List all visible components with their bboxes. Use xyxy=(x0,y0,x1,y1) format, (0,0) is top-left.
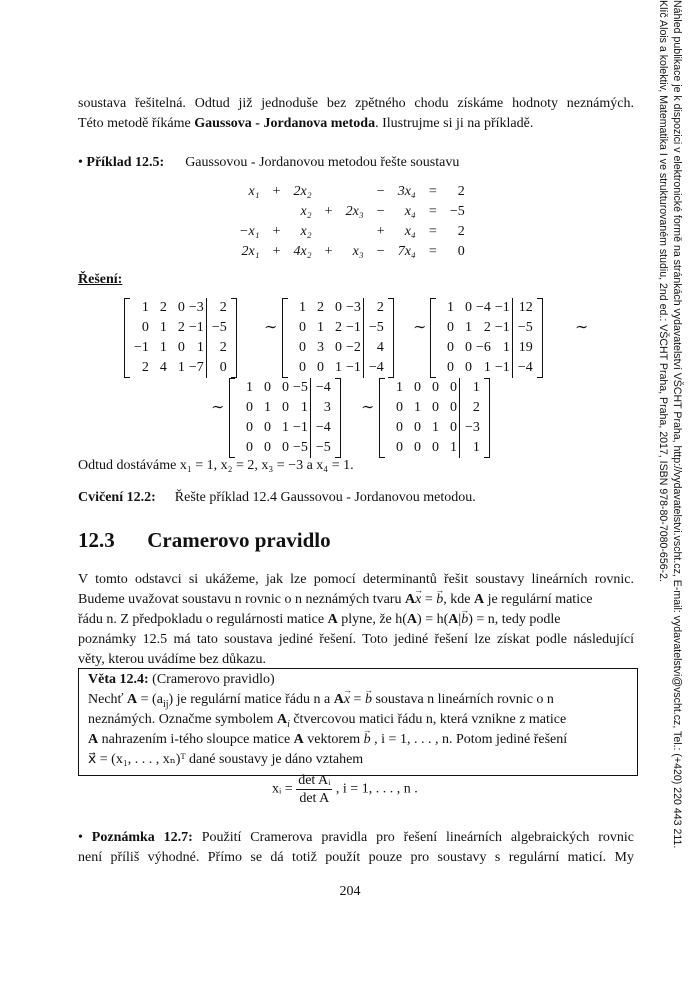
matrix-row xyxy=(387,438,482,458)
matrix-cell: 2 xyxy=(363,298,385,318)
matrix-row xyxy=(290,318,386,338)
system-cell: 7x₄ xyxy=(397,244,416,259)
matrix-cell: 2 xyxy=(317,300,324,315)
matrix-cell: −6 xyxy=(476,340,491,355)
body-text: Budeme uvažovat soustavu n rovnic o n neznámých tvaru xyxy=(78,592,405,607)
matrix-cell: 1 xyxy=(396,380,403,395)
system-cell: + xyxy=(272,224,281,239)
matrix-cell: 1 xyxy=(159,320,167,335)
matrix-cell: 2 xyxy=(460,398,482,418)
matrix-row xyxy=(387,418,482,438)
matrix-cell: −4 xyxy=(363,358,385,378)
linear-system xyxy=(236,182,468,262)
system-cell: 0 xyxy=(457,244,465,259)
system-cell xyxy=(343,222,367,242)
system-cell xyxy=(236,202,263,222)
matrix-cell: 0 xyxy=(432,380,439,395)
matrix-cell: 0 xyxy=(299,320,306,335)
matrix-1 xyxy=(132,298,229,385)
matrix-cell: 1 xyxy=(317,320,324,335)
publisher-sidebar xyxy=(656,0,684,848)
bracket-right xyxy=(537,298,543,378)
theorem-title xyxy=(88,670,628,690)
matrix-cell: −3 xyxy=(346,300,361,315)
cramer-formula xyxy=(272,772,418,807)
matrix-row xyxy=(237,418,333,438)
matrix-cell: 0 xyxy=(317,360,324,375)
bullet: • xyxy=(78,155,83,170)
system-cell: = xyxy=(428,224,437,239)
bracket-right xyxy=(231,298,237,378)
system-cell: 2x₃ xyxy=(345,204,364,219)
matrix-cell: 1 xyxy=(465,320,472,335)
matrix-cell: 0 xyxy=(264,380,271,395)
matrix-cell: 0 xyxy=(246,400,253,415)
exercise-text: Řešte příklad 12.4 Gaussovou - Jordanovou metodou. xyxy=(174,490,476,505)
matrix-row xyxy=(132,338,229,358)
matrix-cell: 0 xyxy=(282,380,289,395)
matrix-cell: 0 xyxy=(282,400,289,415)
matrix-cell: 1 xyxy=(483,360,491,375)
body-text: plyne, že h( xyxy=(337,612,407,627)
theorem-text: Nechť xyxy=(88,692,128,707)
matrix-cell: 0 xyxy=(414,420,421,435)
matrix-cell: 0 xyxy=(465,300,472,315)
equivalence-tilde: ∼ xyxy=(413,319,427,336)
matrix-cell: 1 xyxy=(460,378,482,398)
formula-numerator: det Aᵢ xyxy=(298,773,331,788)
theorem-text: neznámých. Označme symbolem xyxy=(88,712,277,727)
section-number: 12.3 xyxy=(78,528,115,552)
method-name: Gaussova - Jordanova metoda xyxy=(194,116,376,131)
system-row xyxy=(236,182,468,202)
intro-text: Této metodě říkáme xyxy=(78,116,195,131)
system-row xyxy=(236,202,468,222)
remark-text: Použití Cramerova pravidla pro řešení lineárních algebraických rovnic xyxy=(201,830,634,845)
matrix-cell: 0 xyxy=(299,360,306,375)
body-text: ) = n, tedy podle xyxy=(468,612,561,627)
matrix-3 xyxy=(438,298,535,385)
matrix-row xyxy=(387,378,482,398)
theorem-text: nahrazením i-tého sloupce matice xyxy=(98,732,294,747)
bracket-right xyxy=(335,378,341,458)
intro-line-2 xyxy=(78,114,634,134)
body-line-2: Budeme uvažovat soustavu n rovnic o n neznámých tvaru A→ x = → b, kde A je regulární matice xyxy=(78,590,634,610)
matrix-cell: 0 xyxy=(264,420,271,435)
system-cell: 3x₄ xyxy=(397,184,416,199)
theorem-line-1: Nechť $A = (a_{ij})$ je regulární matice řádu n a A→ x = → b soustava n lineárních rovnic o n xyxy=(88,690,628,715)
system-cell: + xyxy=(272,184,281,199)
theorem-line-3: A nahrazením i-tého sloupce matice A vektorem → b , i = 1, . . . , n. Potom jediné řešení xyxy=(88,730,628,750)
augmented-matrix xyxy=(132,298,229,378)
intro-line-1: soustava řešitelná. Odtud již jednoduše bez zpětného chodu získáme hodnoty neznámých. xyxy=(78,96,634,111)
matrix-cell: −1 xyxy=(346,320,361,335)
matrix-cell: 4 xyxy=(159,360,167,375)
matrix-cell: 1 xyxy=(196,340,204,355)
matrix-row xyxy=(438,358,535,378)
matrix-cell: 0 xyxy=(447,340,454,355)
matrix-row xyxy=(438,318,535,338)
exercise xyxy=(78,488,634,508)
augmented-matrix xyxy=(290,298,386,378)
system-cell: x₂ xyxy=(300,224,312,239)
matrix-cell: 0 xyxy=(141,320,149,335)
matrix-cell: 1 xyxy=(335,360,342,375)
system-cell: −5 xyxy=(449,204,465,219)
matrix-cell: 1 xyxy=(299,300,306,315)
system-cell: 2 xyxy=(457,224,465,239)
body-text: je regulární matice xyxy=(484,592,593,607)
example-header xyxy=(78,153,634,173)
theorem-label: Věta 12.4: xyxy=(88,672,149,687)
matrix-cell: 1 xyxy=(502,340,510,355)
equivalence-tilde: ∼ xyxy=(575,319,589,336)
section-heading xyxy=(78,530,331,550)
formula-lhs: xᵢ = xyxy=(272,781,297,797)
bracket-left xyxy=(430,298,436,378)
system-cell: x₃ xyxy=(352,244,364,259)
matrix-cell: 0 xyxy=(246,440,253,455)
solution-label xyxy=(78,270,634,290)
matrix-cell: 2 xyxy=(159,300,167,315)
system-cell xyxy=(315,222,343,242)
theorem-line-2: neznámých. Označme symbolem $A_i$ čtvercovou matici řádu n, která vznikne z matice xyxy=(88,712,567,730)
system-cell: + xyxy=(324,204,333,219)
body-line-5: věty, kterou uvádíme bez důkazu. xyxy=(78,652,267,667)
theorem-text: čtvercovou matici řádu n, která vznikne z matice xyxy=(289,712,567,727)
matrix-cell: 1 xyxy=(246,380,253,395)
equivalence-tilde: ∼ xyxy=(211,399,225,416)
matrix-cell: −1 xyxy=(293,420,308,435)
matrix-cell: 1 xyxy=(432,420,439,435)
matrix-cell: −4 xyxy=(512,358,534,378)
augmented-matrix xyxy=(237,378,333,458)
system-cell: = xyxy=(428,244,437,259)
matrix-cell: 0 xyxy=(396,440,403,455)
matrix-cell: 1 xyxy=(450,440,457,455)
theorem-text: ) je regulární matice řádu n a xyxy=(168,692,334,707)
matrix-2 xyxy=(290,298,386,385)
matrix-cell: 3 xyxy=(317,340,324,355)
matrix-cell: 0 xyxy=(335,300,342,315)
matrix-cell: −5 xyxy=(293,380,308,395)
matrix-cell: 0 xyxy=(465,360,472,375)
example-label: Příklad 12.5: xyxy=(86,155,165,170)
matrix-cell: 0 xyxy=(177,340,185,355)
theorem-name: (Cramerovo pravidlo) xyxy=(152,672,275,687)
bullet: • xyxy=(78,830,83,845)
page-number: 204 xyxy=(339,884,361,899)
matrix-cell: 1 xyxy=(141,300,149,315)
matrix-cell: 0 xyxy=(206,358,228,378)
matrix-cell: −1 xyxy=(494,320,510,335)
theorem-text: = (a xyxy=(137,692,163,707)
matrix-cell: 0 xyxy=(335,340,342,355)
system-cell: 2 xyxy=(457,184,465,199)
matrix-cell: 0 xyxy=(432,440,439,455)
matrix-cell: 0 xyxy=(414,440,421,455)
system-cell: − xyxy=(376,184,385,199)
matrix-cell: −3 xyxy=(460,418,482,438)
augmented-matrix xyxy=(438,298,535,378)
matrix-cell: −4 xyxy=(476,300,491,315)
matrix-cell: −5 xyxy=(206,318,228,338)
theorem-text: vektorem xyxy=(303,732,364,747)
matrix-row xyxy=(387,398,482,418)
example-text: Gaussovou - Jordanovou metodou řešte soustavu xyxy=(185,155,460,170)
remark-line-2: není příliš výhodné. Přímo se dá totiž použít pouze pro soustavy s regulární maticí. My xyxy=(78,850,634,865)
system-cell: −x₁ xyxy=(239,224,260,239)
system-cell: 2x₁ xyxy=(241,244,260,259)
matrix-row xyxy=(290,358,386,378)
system-cell: x₄ xyxy=(404,204,416,219)
matrix-cell: 3 xyxy=(310,398,332,418)
matrix-row xyxy=(237,378,333,398)
matrix-cell: 0 xyxy=(450,420,457,435)
theorem-text: , i = 1, . . . , n. Potom jediné řešení xyxy=(370,732,568,747)
matrix-row xyxy=(237,398,333,418)
system-cell xyxy=(315,182,343,202)
matrix-cell: 12 xyxy=(512,298,534,318)
augmented-matrix xyxy=(387,378,482,458)
matrix-cell: −1 xyxy=(346,360,361,375)
system-cell: 2x₂ xyxy=(293,184,312,199)
remark-line-1 xyxy=(78,828,634,848)
intro-text-end: . Ilustrujme si ji na příkladě. xyxy=(375,116,534,131)
matrix-cell: −5 xyxy=(512,318,534,338)
matrix-cell: −1 xyxy=(188,320,204,335)
bracket-left xyxy=(282,298,288,378)
matrix-row xyxy=(438,298,535,318)
matrix-row xyxy=(290,338,386,358)
matrix-row xyxy=(132,358,229,378)
matrix-cell: −5 xyxy=(310,438,332,458)
system-cell xyxy=(263,202,291,222)
matrix-cell: 0 xyxy=(264,440,271,455)
sidebar-line-1: Náhled publikace je k dispozici v elektronické formě na stránkách vydavatelství VŠCHT Praha, http://vydavatelstvi.vscht.cz, E-mail: vydavatelstvi@vscht.cz, Tel.: (+420) 220 443 211. xyxy=(671,0,683,849)
matrix-cell: −2 xyxy=(346,340,361,355)
bracket-right xyxy=(484,378,490,458)
result-line: Odtud dostáváme x₁ = 1, x₂ = 2, x₃ = −3 a x₄ = 1. xyxy=(78,458,354,473)
section-title: Cramerovo pravidlo xyxy=(147,528,331,552)
matrix-cell: 2 xyxy=(206,338,228,358)
bracket-left xyxy=(229,378,235,458)
matrix-cell: 2 xyxy=(177,320,185,335)
system-cell: x₂ xyxy=(300,204,312,219)
bracket-left xyxy=(379,378,385,458)
matrix-cell: 2 xyxy=(141,360,149,375)
matrix-cell: 0 xyxy=(396,420,403,435)
formula-rhs: , i = 1, . . . , n . xyxy=(335,781,418,797)
matrix-cell: −1 xyxy=(494,300,510,315)
bracket-left xyxy=(124,298,130,378)
system-cell: + xyxy=(376,224,385,239)
system-cell: − xyxy=(376,204,385,219)
sidebar-line-2: Klíč Alois a kolektiv, Matematika I ve strukturovaném studiu, 2nd ed.: VŠCHT Praha, Praha, 2017, ISBN 978-80-7080-656-2. xyxy=(657,0,669,582)
matrix-cell: 1 xyxy=(414,400,421,415)
exercise-label: Cvičení 12.2: xyxy=(78,490,156,505)
solution-heading: Řešení: xyxy=(78,272,123,287)
matrix-row xyxy=(438,338,535,358)
matrix-cell: 0 xyxy=(396,400,403,415)
matrix-cell: 1 xyxy=(300,400,308,415)
system-cell: + xyxy=(272,244,281,259)
matrix-row xyxy=(132,298,229,318)
matrix-cell: 0 xyxy=(447,320,454,335)
system-row xyxy=(236,222,468,242)
formula-denominator: det A xyxy=(299,791,330,806)
bracket-right xyxy=(388,298,394,378)
theorem-line-4: x⃗ = (x₁, . . . , xₙ)ᵀ dané soustavy je dáno vztahem xyxy=(88,752,364,767)
matrix-cell: 0 xyxy=(282,440,289,455)
matrix-cell: −5 xyxy=(363,318,385,338)
matrix-cell: 0 xyxy=(447,360,454,375)
matrix-cell: −3 xyxy=(188,300,204,315)
system-cell: = xyxy=(428,204,437,219)
system-row xyxy=(236,242,468,262)
matrix-cell: 0 xyxy=(432,400,439,415)
matrix-cell: 0 xyxy=(465,340,472,355)
system-cell xyxy=(343,182,367,202)
equivalence-tilde: ∼ xyxy=(264,319,278,336)
system-cell: + xyxy=(324,244,333,259)
matrix-cell: 0 xyxy=(299,340,306,355)
matrix-cell: 0 xyxy=(450,400,457,415)
system-cell: x₁ xyxy=(248,184,260,199)
body-line-4: poznámky 12.5 má tato soustava jediné řešení. Toto jediné řešení lze získat podle následující xyxy=(78,632,634,647)
body-line-3: řádu n. Z předpokladu o regulárnosti matice A plyne, že h(A) = h(A|→ b) = n, tedy podle xyxy=(78,610,634,630)
matrix-cell: 4 xyxy=(363,338,385,358)
system-cell: = xyxy=(428,184,437,199)
body-text: řádu n. Z předpokladu o regulárnosti matice xyxy=(78,612,328,627)
matrix-cell: 0 xyxy=(414,380,421,395)
matrix-cell: −4 xyxy=(310,418,332,438)
matrix-cell: −7 xyxy=(188,360,204,375)
matrix-cell: 19 xyxy=(512,338,534,358)
body-text: ) = h( xyxy=(417,612,449,627)
body-text: , kde xyxy=(443,592,474,607)
matrix-cell: 0 xyxy=(177,300,185,315)
matrix-cell: −1 xyxy=(134,340,149,355)
equivalence-tilde: ∼ xyxy=(361,399,375,416)
matrix-row xyxy=(290,298,386,318)
matrix-5 xyxy=(387,378,482,465)
matrix-cell: −5 xyxy=(293,440,308,455)
matrix-cell: 2 xyxy=(206,298,228,318)
formula-fraction xyxy=(296,772,332,807)
matrix-cell: −4 xyxy=(310,378,332,398)
matrix-row xyxy=(132,318,229,338)
matrix-cell: 0 xyxy=(246,420,253,435)
matrix-cell: 2 xyxy=(335,320,342,335)
remark-label: Poznámka 12.7: xyxy=(91,830,193,845)
matrix-cell: −1 xyxy=(494,360,510,375)
matrix-4 xyxy=(237,378,333,465)
theorem-text: soustava n lineárních rovnic o n xyxy=(371,692,554,707)
matrix-cell: 1 xyxy=(282,420,289,435)
system-cell: x₄ xyxy=(404,224,416,239)
matrix-cell: 1 xyxy=(177,360,185,375)
matrix-cell: 1 xyxy=(159,340,167,355)
matrix-cell: 1 xyxy=(460,438,482,458)
matrix-cell: 2 xyxy=(483,320,491,335)
matrix-row xyxy=(237,438,333,458)
matrix-cell: 0 xyxy=(450,380,457,395)
body-line-1: V tomto odstavci si ukážeme, jak lze pomocí determinantů řešit soustavy lineárních rovnic. xyxy=(78,572,634,587)
matrix-cell: 1 xyxy=(447,300,454,315)
system-cell: 4x₂ xyxy=(293,244,312,259)
matrix-cell: 1 xyxy=(264,400,271,415)
system-cell: − xyxy=(376,244,385,259)
